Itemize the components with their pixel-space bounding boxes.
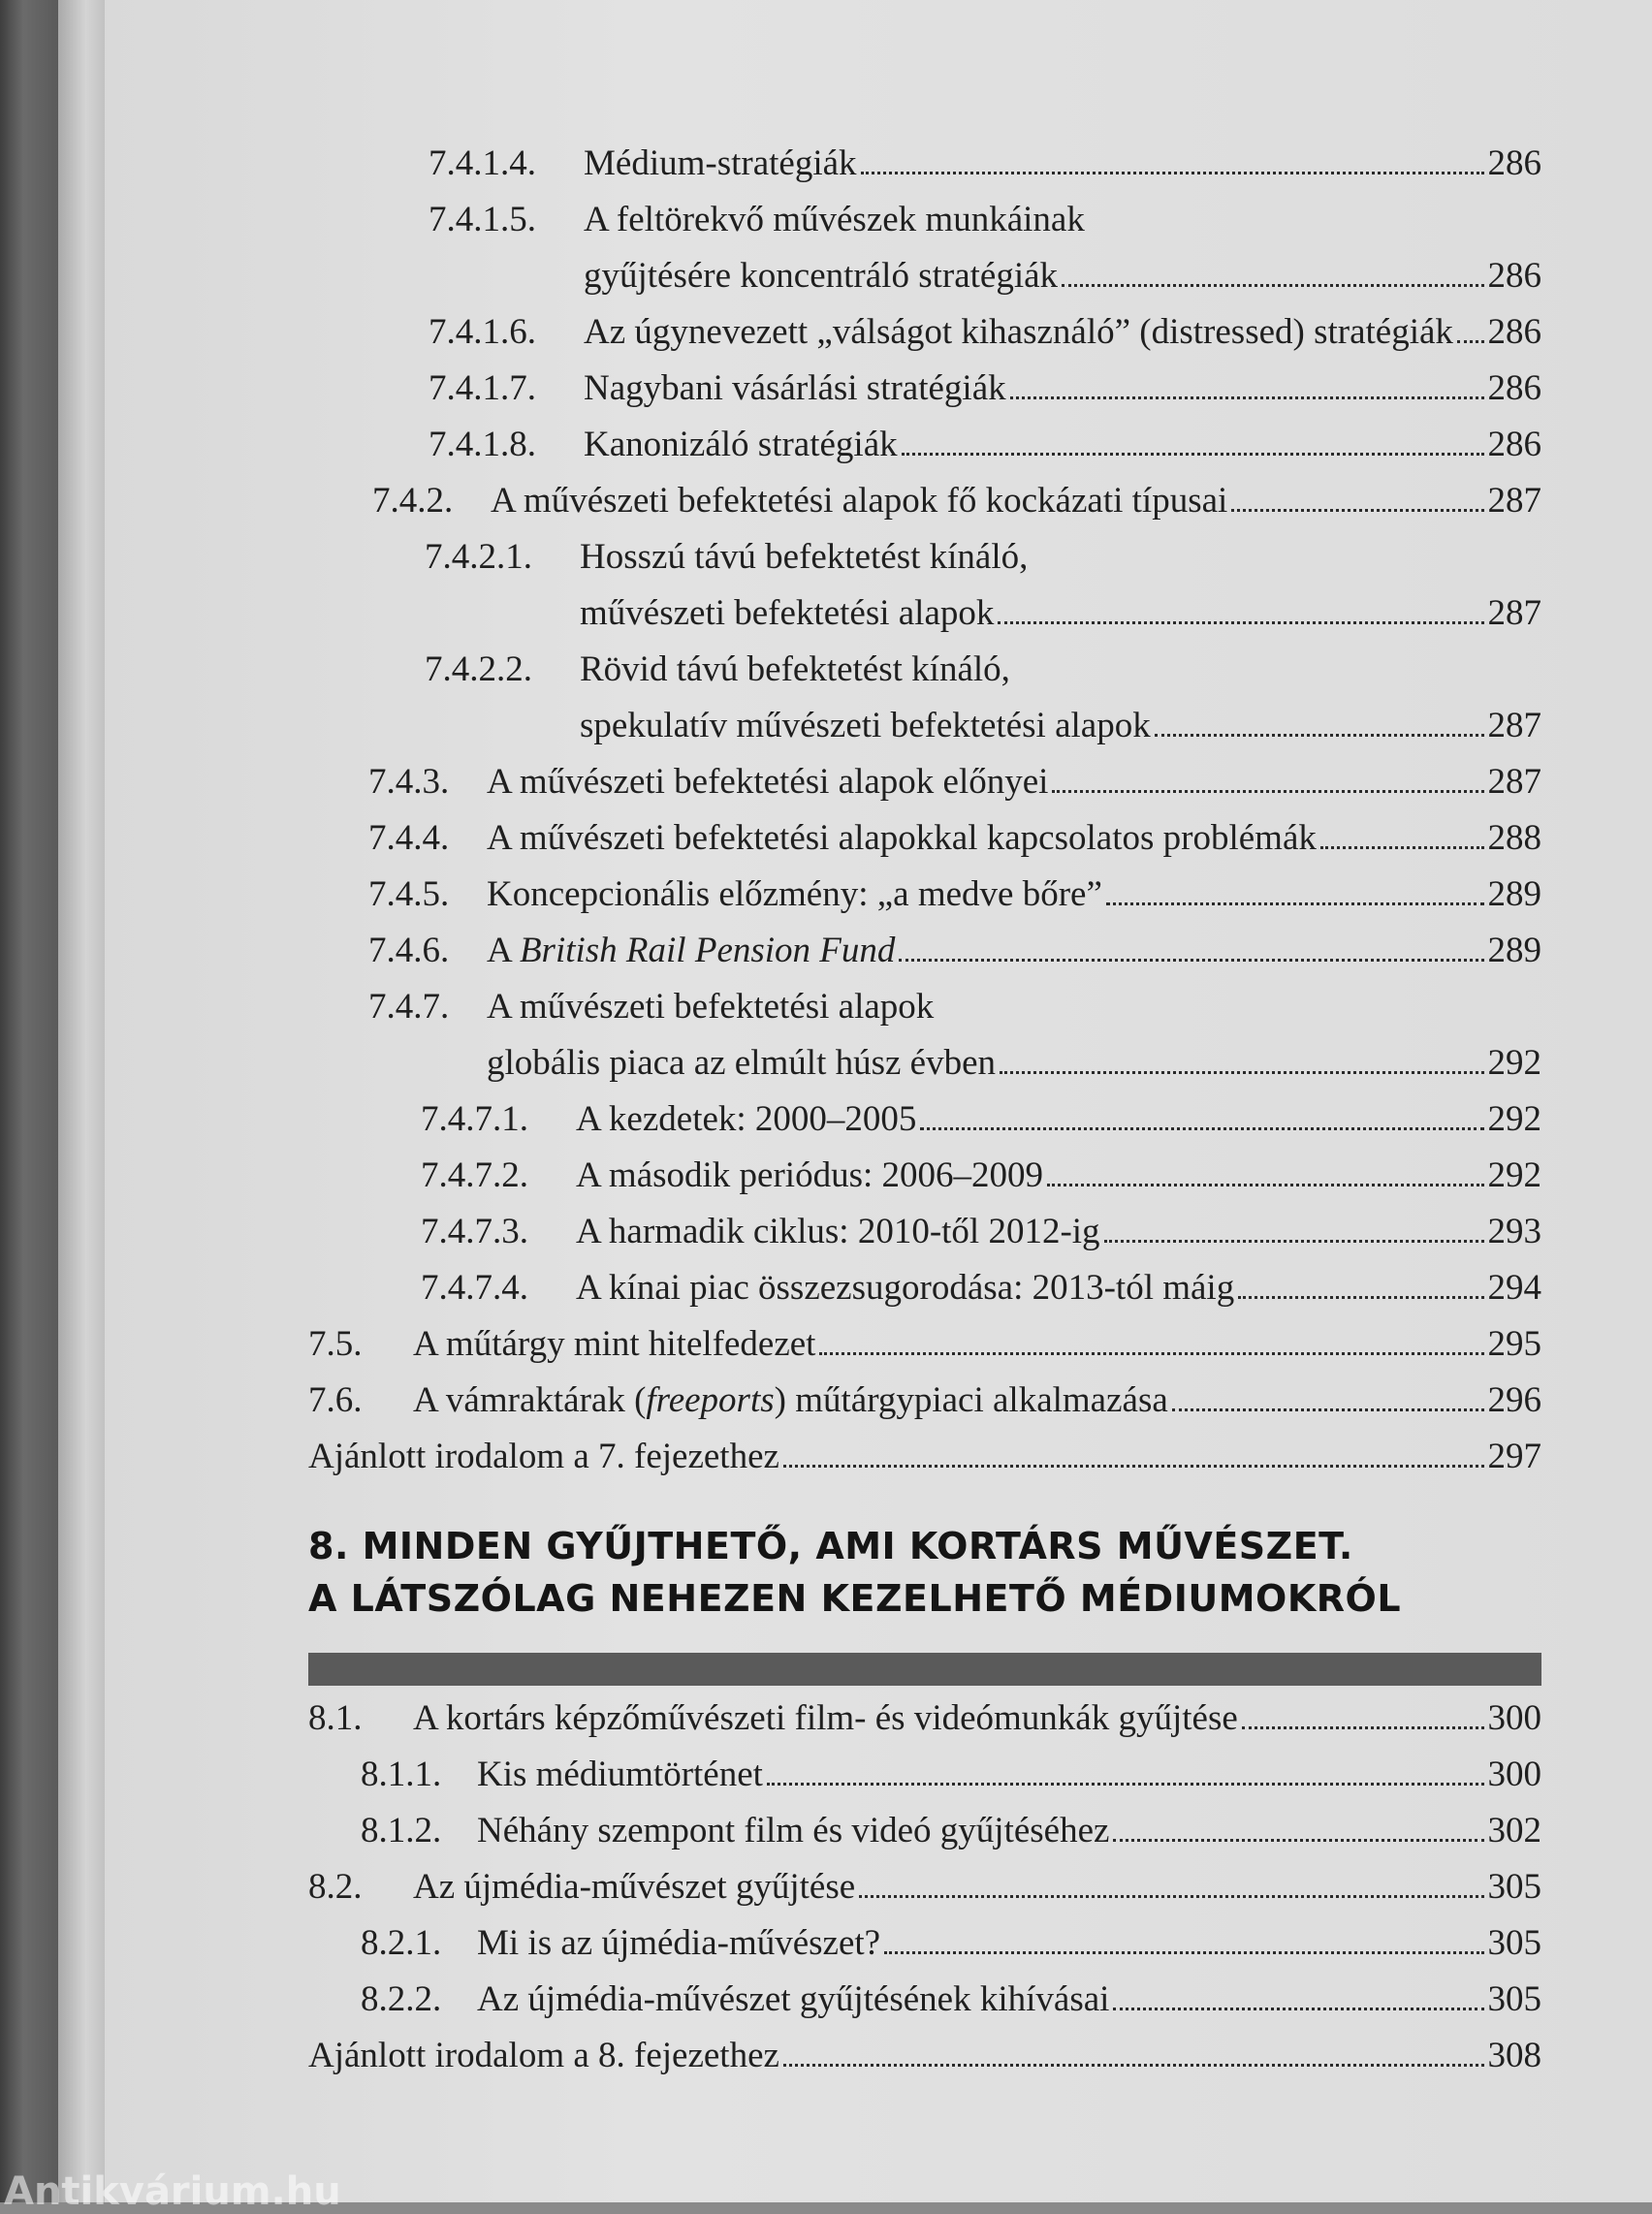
toc-leader-dots <box>920 1126 1483 1130</box>
toc-page-number: 308 <box>1487 2036 1541 2075</box>
toc-entry <box>308 923 1541 979</box>
toc-entry <box>308 529 1541 585</box>
toc-entry-number: 7.4.1.5. <box>429 200 536 239</box>
toc-page-number: 297 <box>1487 1437 1541 1476</box>
toc-page-number: 287 <box>1487 481 1541 521</box>
toc-entry-number: 7.5. <box>308 1324 363 1364</box>
chapter-8-title-line1: 8. MINDEN GYŰJTHETŐ, AMI KORTÁRS MŰVÉSZET. <box>308 1525 1353 1567</box>
toc-page-number: 305 <box>1487 1867 1541 1907</box>
toc-page-number: 289 <box>1487 874 1541 914</box>
toc-entry <box>308 867 1541 923</box>
toc-entry <box>308 304 1541 361</box>
toc-entry-number: 7.4.7. <box>368 987 450 1027</box>
toc-entry <box>308 417 1541 473</box>
toc-leader-dots <box>1106 901 1484 905</box>
toc-entry <box>308 1803 1541 1859</box>
toc-entry <box>308 1035 1541 1091</box>
toc-entry <box>308 642 1541 698</box>
toc-page-number: 293 <box>1487 1212 1541 1251</box>
toc-entry-title: A kortárs képzőművészeti film- és videómunkák gyűjtése <box>413 1698 1238 1738</box>
toc-entry-title: művészeti befektetési alapok <box>580 593 995 633</box>
toc-leader-dots <box>1052 789 1483 793</box>
toc-entry-title <box>413 1373 1168 1429</box>
toc-entry-title: Kanonizáló stratégiák <box>584 425 898 464</box>
toc-page-number: 286 <box>1487 368 1541 408</box>
toc-page-number: 289 <box>1487 931 1541 970</box>
toc-entry <box>308 192 1541 248</box>
toc-page-number: 286 <box>1487 143 1541 183</box>
toc-entry <box>308 136 1541 192</box>
toc-leader-dots <box>1000 1070 1483 1074</box>
toc-entry <box>308 1148 1541 1204</box>
toc-page-number: 286 <box>1487 256 1541 296</box>
toc-entry-number: 8.1.2. <box>361 1811 442 1850</box>
toc-leader-dots <box>861 171 1484 174</box>
toc-page-number: 287 <box>1487 593 1541 633</box>
toc-page-number: 295 <box>1487 1324 1541 1364</box>
toc-leader-dots <box>1242 1725 1484 1729</box>
toc-entry <box>308 979 1541 1035</box>
toc-leader-dots <box>899 958 1483 962</box>
toc-entry-title: spekulatív művészeti befektetési alapok <box>580 706 1151 745</box>
toc-entry-title-part: A <box>487 931 520 970</box>
toc-entry-title: A feltörekvő művészek munkáinak <box>584 200 1085 239</box>
toc-leader-dots <box>1238 1295 1483 1299</box>
toc-leader-dots <box>1320 845 1484 849</box>
toc-entry <box>308 361 1541 417</box>
toc-leader-dots <box>1457 339 1484 343</box>
toc-page-number: 287 <box>1487 706 1541 745</box>
toc-leader-dots <box>1113 1838 1483 1842</box>
toc-entry-number: 7.4.7.4. <box>421 1268 528 1308</box>
toc-chapter-7-continued <box>308 136 1541 1485</box>
toc-entry-title: Az úgynevezett „válságot kihasználó” (distressed) stratégiák <box>584 312 1453 352</box>
toc-entry-number: 8.2. <box>308 1867 363 1907</box>
toc-entry <box>308 1316 1541 1373</box>
toc-entry-title: A kínai piac összezsugorodása: 2013-tól máig <box>576 1268 1235 1308</box>
toc-entry <box>308 1859 1541 1915</box>
toc-entry-number: 7.4.5. <box>368 874 450 914</box>
toc-entry-number: 7.4.2.2. <box>425 649 532 689</box>
toc-page-number: 302 <box>1487 1811 1541 1850</box>
toc-entry-number: 8.1.1. <box>361 1755 442 1794</box>
toc-entry <box>308 2028 1541 2084</box>
toc-entry-title: Rövid távú befektetést kínáló, <box>580 649 1010 689</box>
toc-leader-dots <box>998 620 1483 624</box>
toc-entry <box>308 473 1541 529</box>
watermark-text: Antikvárium.hu <box>4 2169 341 2214</box>
toc-leader-dots <box>859 1894 1483 1898</box>
toc-leader-dots <box>1172 1407 1484 1411</box>
toc-entry-number: 7.4.7.1. <box>421 1099 528 1139</box>
toc-leader-dots <box>902 452 1484 456</box>
toc-entry-title: A műtárgy mint hitelfedezet <box>413 1324 816 1364</box>
toc-entry <box>308 1972 1541 2028</box>
toc-entry <box>308 585 1541 642</box>
toc-entry-number: 7.4.3. <box>368 762 450 802</box>
toc-entry-number: 7.4.2.1. <box>425 537 532 577</box>
toc-entry-title: Néhány szempont film és videó gyűjtéséhez <box>477 1811 1110 1850</box>
toc-page-number: 286 <box>1487 312 1541 352</box>
toc-page-number: 305 <box>1487 1979 1541 2019</box>
toc-entry <box>308 1091 1541 1148</box>
toc-leader-dots <box>1010 395 1484 399</box>
toc-entry-number: 7.4.1.8. <box>429 425 536 464</box>
toc-leader-dots <box>1155 733 1484 737</box>
toc-entry-title: A második periódus: 2006–2009 <box>576 1155 1044 1195</box>
toc-entry-title <box>487 923 895 979</box>
toc-entry-title: A művészeti befektetési alapok előnyei <box>487 762 1049 802</box>
toc-entry-number: 7.4.1.7. <box>429 368 536 408</box>
toc-entry <box>308 1204 1541 1260</box>
toc-entry-title: Kis médiumtörténet <box>477 1755 763 1794</box>
toc-entry-title-part: ) műtárgypiaci alkalmazása <box>774 1380 1168 1420</box>
toc-entry-title: A harmadik ciklus: 2010-től 2012-ig <box>576 1212 1100 1251</box>
toc-entry <box>308 248 1541 304</box>
toc-page-number: 292 <box>1487 1043 1541 1083</box>
toc-leader-dots <box>1047 1183 1483 1186</box>
toc-page-number: 296 <box>1487 1380 1541 1420</box>
toc-chapter-8 <box>308 1691 1541 2084</box>
toc-leader-dots <box>783 1464 1484 1468</box>
toc-entry-title-part: A vámraktárak ( <box>413 1380 647 1420</box>
toc-entry-number: 8.1. <box>308 1698 363 1738</box>
toc-leader-dots <box>783 2063 1484 2067</box>
toc-page-number: 300 <box>1487 1698 1541 1738</box>
toc-entry <box>308 1915 1541 1972</box>
toc-leader-dots <box>1231 508 1483 512</box>
toc-entry-title: globális piaca az elmúlt húsz évben <box>487 1043 997 1083</box>
toc-page-number: 294 <box>1487 1268 1541 1308</box>
toc-entry-title: Hosszú távú befektetést kínáló, <box>580 537 1029 577</box>
toc-entry <box>308 1373 1541 1429</box>
toc-leader-dots <box>884 1950 1483 1954</box>
toc-page-number: 300 <box>1487 1755 1541 1794</box>
toc-entry-number: 7.4.1.4. <box>429 143 536 183</box>
toc-entry <box>308 1691 1541 1747</box>
toc-leader-dots <box>1113 2007 1483 2010</box>
book-spine <box>0 0 58 2202</box>
toc-page-number: 305 <box>1487 1923 1541 1963</box>
toc-entry-number: 7.4.6. <box>368 931 450 970</box>
toc-leader-dots <box>1104 1239 1484 1243</box>
toc-entry-title: Ajánlott irodalom a 8. fejezethez <box>308 2036 779 2075</box>
toc-entry-title: A kezdetek: 2000–2005 <box>576 1099 917 1139</box>
toc-entry-title: Médium-stratégiák <box>584 143 857 183</box>
toc-entry-number: 8.2.2. <box>361 1979 442 2019</box>
page-edge <box>58 0 105 2202</box>
toc-page-number: 292 <box>1487 1099 1541 1139</box>
toc-entry-number: 7.4.7.2. <box>421 1155 528 1195</box>
toc-entry-title-italic: freeports <box>646 1380 775 1420</box>
toc-entry-number: 8.2.1. <box>361 1923 442 1963</box>
toc-entry <box>308 754 1541 810</box>
toc-entry-title: Nagybani vásárlási stratégiák <box>584 368 1006 408</box>
toc-entry-number: 7.4.2. <box>372 481 454 521</box>
toc-page-number: 286 <box>1487 425 1541 464</box>
chapter-8-heading <box>308 1520 1541 1625</box>
chapter-8-title-line2: A LÁTSZÓLAG NEHEZEN KEZELHETŐ MÉDIUMOKRÓL <box>308 1577 1402 1620</box>
toc-entry <box>308 1260 1541 1316</box>
toc-leader-dots <box>819 1351 1483 1355</box>
toc-entry-title: gyűjtésére koncentráló stratégiák <box>584 256 1059 296</box>
toc-entry-number: 7.4.7.3. <box>421 1212 528 1251</box>
toc-entry-number: 7.4.1.6. <box>429 312 536 352</box>
toc-entry <box>308 698 1541 754</box>
toc-entry-title: A művészeti befektetési alapok <box>487 987 935 1027</box>
toc-leader-dots <box>1062 283 1483 287</box>
toc-entry <box>308 810 1541 867</box>
toc-entry-title: A művészeti befektetési alapok fő kockázati típusai <box>491 481 1228 521</box>
toc-entry <box>308 1747 1541 1803</box>
chapter-divider-bar <box>308 1653 1541 1686</box>
toc-entry-number: 7.4.4. <box>368 818 450 858</box>
toc-entry-title: Az újmédia-művészet gyűjtésének kihívásai <box>477 1979 1110 2019</box>
toc-entry-title-italic: British Rail Pension Fund <box>519 931 896 970</box>
toc-leader-dots <box>767 1782 1484 1786</box>
toc-entry-title: A művészeti befektetési alapokkal kapcsolatos problémák <box>487 818 1317 858</box>
toc-entry-title: Ajánlott irodalom a 7. fejezethez <box>308 1437 779 1476</box>
toc-page-number: 287 <box>1487 762 1541 802</box>
toc-entry-title: Az újmédia-művészet gyűjtése <box>413 1867 856 1907</box>
toc-entry-title: Mi is az újmédia-művészet? <box>477 1923 881 1963</box>
toc-entry-title: Koncepcionális előzmény: „a medve bőre” <box>487 874 1102 914</box>
toc-entry-number: 7.6. <box>308 1380 363 1420</box>
toc-page-number: 292 <box>1487 1155 1541 1195</box>
toc-page-number: 288 <box>1487 818 1541 858</box>
toc-entry <box>308 1429 1541 1485</box>
